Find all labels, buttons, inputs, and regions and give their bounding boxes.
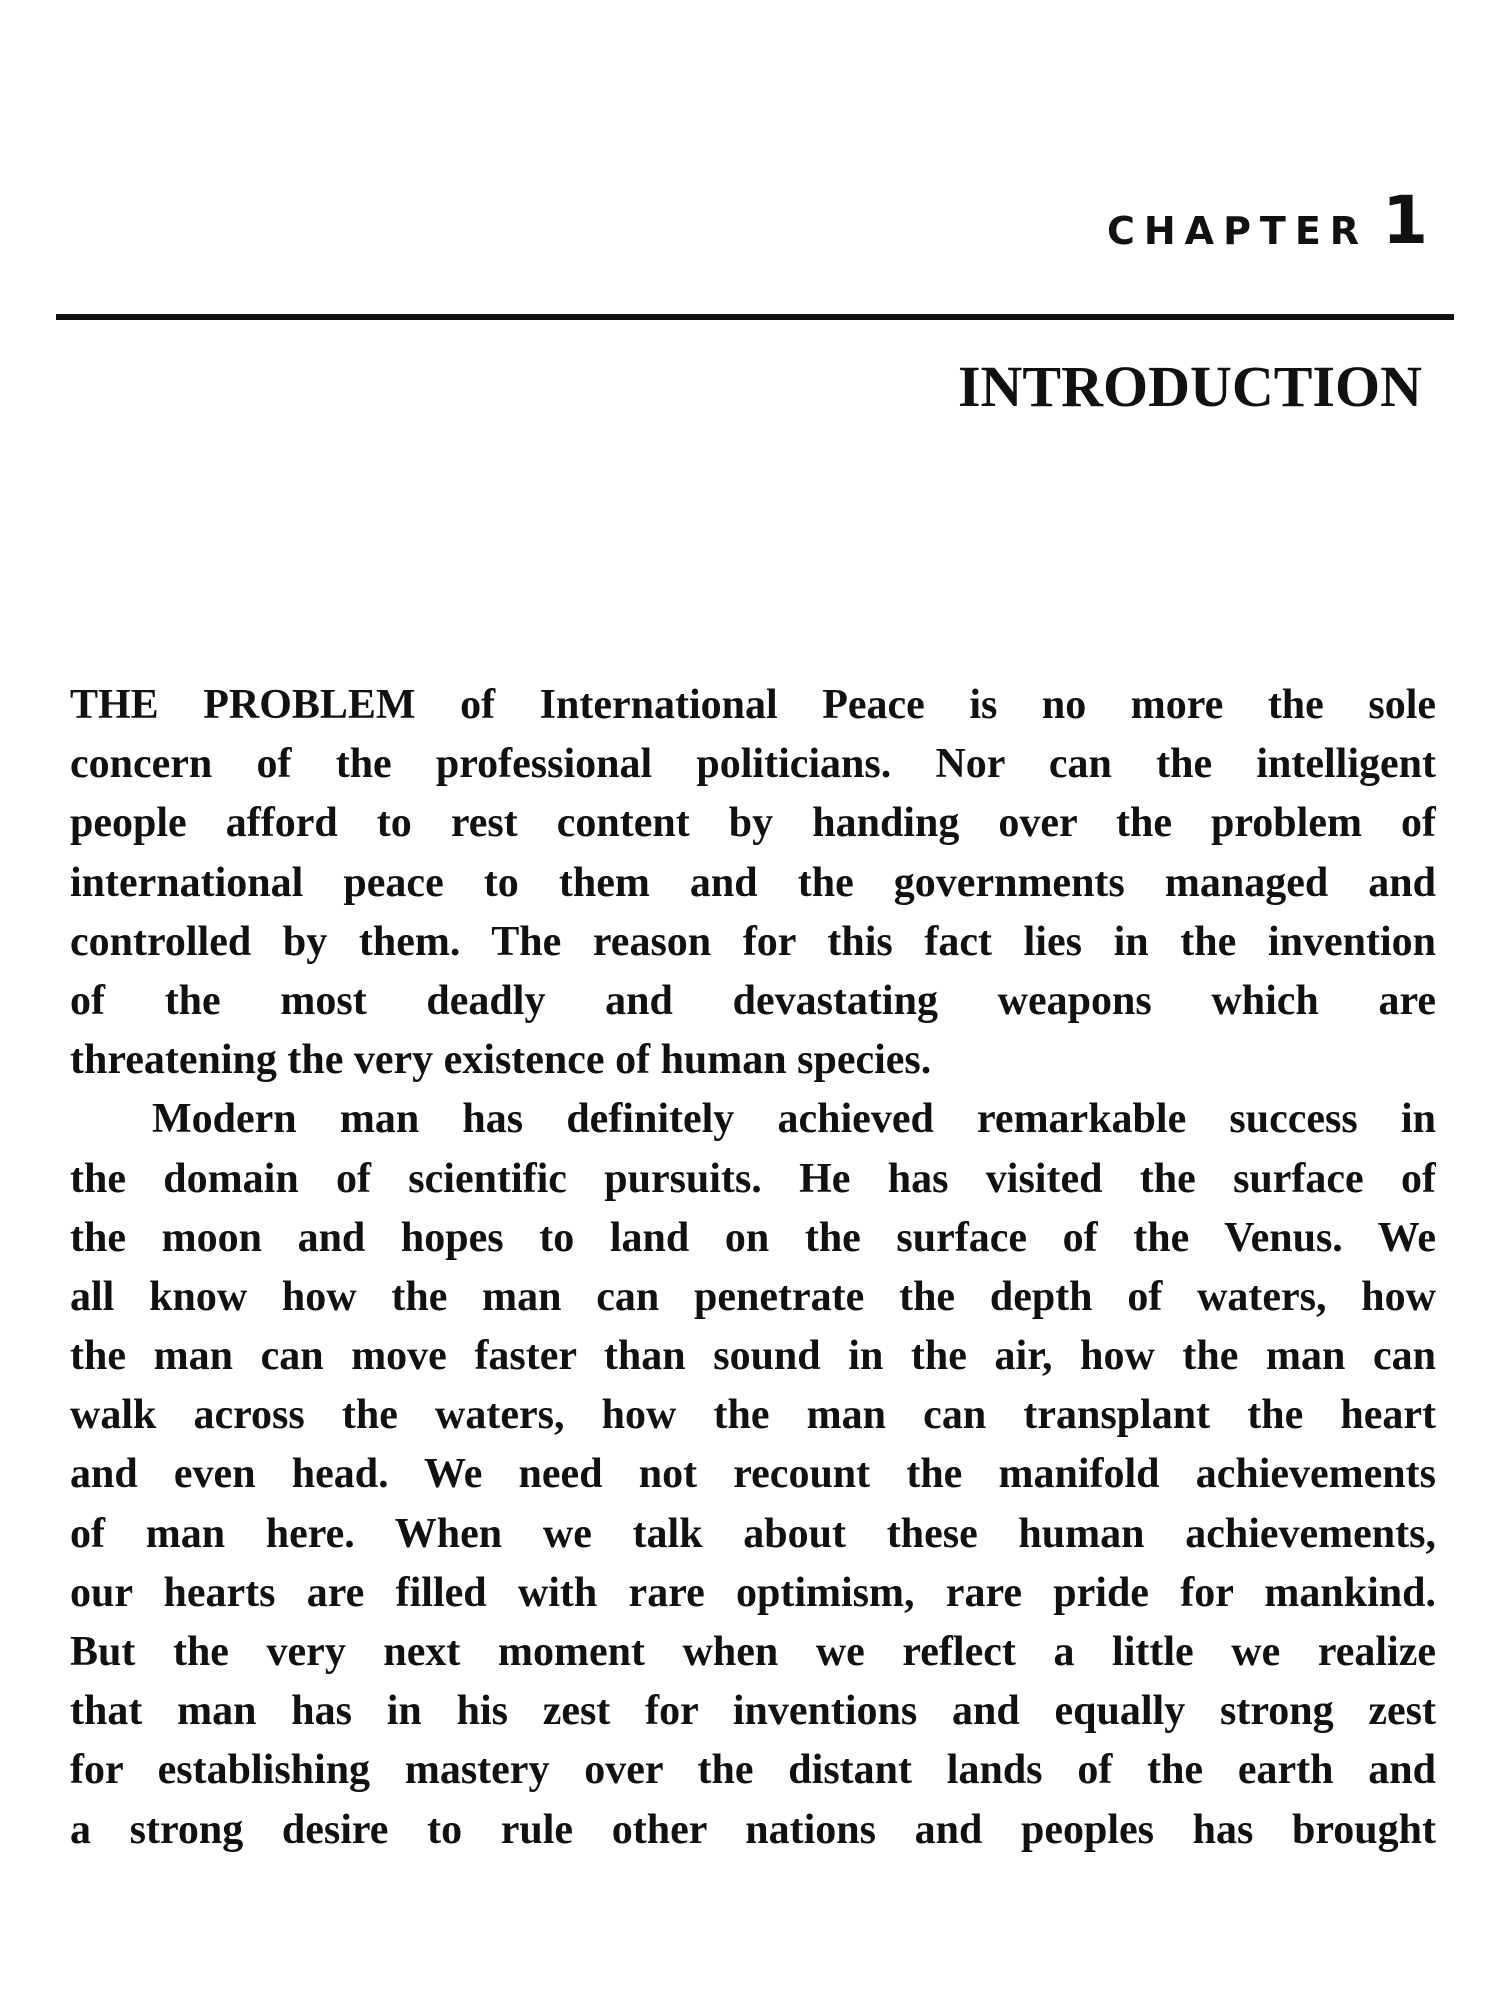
text-line: THE PROBLEM of International Peace is no more the sole bbox=[70, 682, 1436, 728]
text-line: But the very next moment when we reflect a little we realize bbox=[70, 1629, 1436, 1675]
text-line: controlled by them. The reason for this fact lies in the invention bbox=[70, 918, 1436, 965]
text-line: a strong desire to rule other nations and peoples has brought bbox=[70, 1806, 1436, 1853]
paragraph-2 bbox=[70, 1090, 1436, 1859]
text-line: people afford to rest content by handing over the problem of bbox=[70, 800, 1436, 847]
text-line: our hearts are filled with rare optimism, rare pride for mankind. bbox=[70, 1569, 1436, 1616]
text-line: the domain of scientific pursuits. He has visited the surface of bbox=[70, 1155, 1436, 1202]
text-line: threatening the very existence of human species. bbox=[70, 1037, 932, 1084]
chapter-heading bbox=[1106, 182, 1428, 259]
text-line: concern of the professional politicians. Nor can the intelligent bbox=[70, 741, 1436, 788]
text-line: the man can move faster than sound in the air, how the man can bbox=[70, 1333, 1436, 1380]
chapter-title: INTRODUCTION bbox=[957, 354, 1422, 419]
body-text bbox=[70, 676, 1436, 1860]
text-line: all know how the man can penetrate the depth of waters, how bbox=[70, 1273, 1436, 1320]
chapter-rule bbox=[56, 314, 1454, 320]
text-line: for establishing mastery over the distant lands of the earth and bbox=[70, 1747, 1436, 1794]
text-line: of man here. When we talk about these human achievements, bbox=[70, 1510, 1436, 1557]
paragraph-1 bbox=[70, 676, 1436, 1090]
text-line: walk across the waters, how the man can transplant the heart bbox=[70, 1392, 1436, 1439]
text-line: and even head. We need not recount the manifold achievements bbox=[70, 1451, 1436, 1498]
text-line: Modern man has definitely achieved remarkable success in bbox=[152, 1096, 1436, 1143]
chapter-number: 1 bbox=[1382, 182, 1428, 259]
text-line: international peace to them and the governments managed and bbox=[70, 859, 1436, 906]
chapter-label: CHAPTER bbox=[1106, 209, 1369, 253]
text-line: that man has in his zest for inventions and equally strong zest bbox=[70, 1688, 1436, 1735]
text-line: of the most deadly and devastating weapons which are bbox=[70, 977, 1436, 1024]
text-line: the moon and hopes to land on the surface of the Venus. We bbox=[70, 1214, 1436, 1261]
